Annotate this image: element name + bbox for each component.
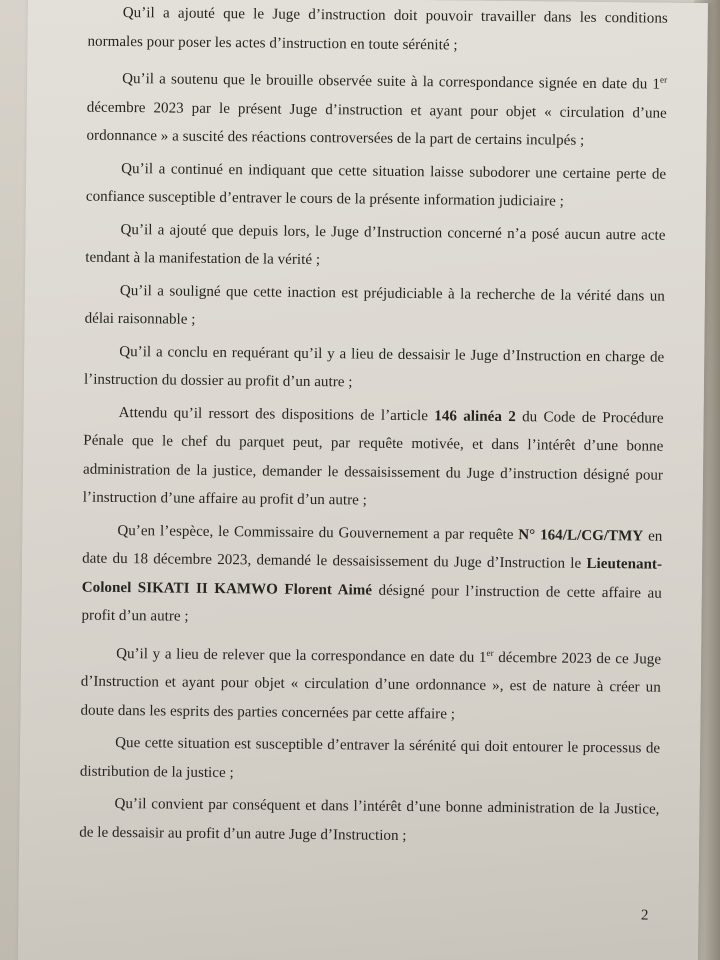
body-text <box>79 0 668 857</box>
paragraph-6: Qu’il a conclu en requérant qu’il y a lieu de dessaisir le Juge d’Instruction en charge de l’instruction du dossier au profit d’un autre ; <box>83 343 665 391</box>
paragraph-8: Qu’en l’espèce, le Commissaire du Gouvernement a par requête N° 164/L/CG/TMY en date du 18 décembre 2023, demandé le dessaisissement du Juge d’Instruction le Lieutenant-Colonel SIKATI II KAMWO Florent Aimé désigné pour l’instruction de cette affaire au profit d’un autre ; <box>81 522 663 625</box>
page-number: 2 <box>640 907 649 924</box>
paragraph-7: Attendu qu’il ressort des dispositions de l’article 146 alinéa 2 du Code de Procédure Pénale que le chef du parquet peut, par requête motivée, et dans l’intérêt d’une bonne administration de la justice, demander le dessaisissement du Juge d’instruction désigné pour l’instruction d’une affaire au profit d’un autre ; <box>82 404 664 509</box>
paragraph-2: Qu’il a soutenu que le brouille observée suite à la correspondance signée en date du 1er décembre 2023 par le présent Juge d’instruction et ayant pour objet « circulation d’une ordonnance » a suscité des réactions controversées de la part de certains inculpés ; <box>86 70 668 149</box>
paragraph-11: Qu’il convient par conséquent et dans l’intérêt d’une bonne administration de la Justice, de le dessaisir au profit d’un autre Juge d’Instruction ; <box>79 795 660 844</box>
paragraph-1: Qu’il a ajouté que le Juge d’instruction doit pouvoir travailler dans les conditions normales pour poser les actes d’instruction en toute sérénité ; <box>87 4 668 54</box>
paragraph-10: Que cette situation est susceptible d’entraver la sérénité qui doit entourer le processus de distribution de la justice ; <box>79 734 661 781</box>
paragraph-5: Qu’il a souligné que cette inaction est préjudiciable à la recherche de la vérité dans un délai raisonnable ; <box>84 282 665 328</box>
paragraph-3: Qu’il a continué en indiquant que cette situation laisse subodorer une certaine perte de confiance susceptible d’entraver le cours de la présente information judiciaire ; <box>85 160 667 210</box>
paragraph-9: Qu’il y a lieu de relever que la correspondance en date du 1er décembre 2023 de ce Juge d’Instruction et ayant pour objet « circulation d’une ordonnance », est de nature à créer un doute dans les esprits des parties concernées par cette affaire ; <box>80 645 662 723</box>
document-page <box>18 0 708 960</box>
paragraph-4: Qu’il a ajouté que depuis lors, le Juge d’Instruction concerné n’a posé aucun autre acte tendant à la manifestation de la vérité ; <box>85 221 666 269</box>
